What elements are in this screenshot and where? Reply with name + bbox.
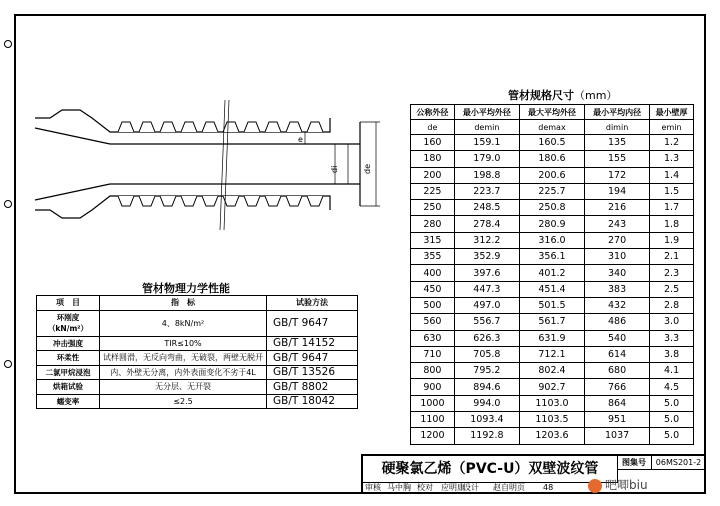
table-cell: 1192.8 (454, 428, 519, 444)
table-cell: 447.3 (454, 281, 519, 297)
table-cell: 800 (411, 363, 455, 379)
corrugation-bottom (265, 196, 281, 206)
table-cell: 2.1 (650, 249, 694, 265)
table-cell: 355 (411, 249, 455, 265)
table-cell: 486 (585, 314, 650, 330)
table-cell: 2.8 (650, 297, 694, 313)
table-cell: 540 (585, 330, 650, 346)
table-cell: 556.7 (454, 314, 519, 330)
table-cell: 4.1 (650, 363, 694, 379)
table-cell: 4.5 (650, 379, 694, 395)
corrugation-top (223, 122, 239, 132)
table-cell: 900 (411, 379, 455, 395)
table-cell: 315 (411, 232, 455, 248)
watermark-logo-icon (588, 479, 602, 493)
table-cell: 1.9 (650, 232, 694, 248)
corrugation-bottom (181, 196, 197, 206)
table-cell: 705.8 (454, 346, 519, 362)
table-row (411, 265, 694, 281)
signature-cell: 页 (517, 483, 525, 492)
table-cell: 614 (585, 346, 650, 362)
signature-cell: 马中胸 (387, 483, 411, 492)
table-row (37, 310, 358, 336)
table-cell: 710 (411, 346, 455, 362)
corrugation-top (118, 122, 134, 132)
table-cell: 766 (585, 379, 650, 395)
table-row (411, 167, 694, 183)
corrugation-bottom (202, 196, 218, 206)
table-cell: 864 (585, 395, 650, 411)
table-cell: 试样圆滑，无反向弯曲，无破裂，两壁无脱开 (100, 351, 267, 366)
table-row (37, 336, 358, 351)
table-cell: 250 (411, 200, 455, 216)
table-cell: 1.5 (650, 183, 694, 199)
table-cell: 160.5 (519, 135, 584, 151)
table-cell: 383 (585, 281, 650, 297)
table-cell: 180 (411, 151, 455, 167)
spec-symbol: dimin (585, 120, 650, 135)
table-cell: 1037 (585, 428, 650, 444)
table-cell: 712.1 (519, 346, 584, 362)
corrugation-bottom (244, 196, 260, 206)
signature-cell: 应明康 (441, 483, 465, 492)
table-cell: 356.1 (519, 249, 584, 265)
spec-header: 最小平均内径 (585, 105, 650, 120)
table-row (411, 395, 694, 411)
corrugation-top (202, 122, 218, 132)
label-di: di (330, 165, 339, 173)
table-cell: 432 (585, 297, 650, 313)
watermark: 吧唧biu (588, 476, 648, 493)
table-cell: 352.9 (454, 249, 519, 265)
table-cell: 902.7 (519, 379, 584, 395)
table-cell: 194 (585, 183, 650, 199)
table-cell: 310 (585, 249, 650, 265)
table-row (411, 151, 694, 167)
table-row (411, 314, 694, 330)
table-cell: 179.0 (454, 151, 519, 167)
table-cell: 802.4 (519, 363, 584, 379)
table-row (37, 394, 358, 409)
table-cell: 1.4 (650, 167, 694, 183)
table-cell: 280.9 (519, 216, 584, 232)
table-cell: 340 (585, 265, 650, 281)
corrugation-bottom (286, 196, 302, 206)
spec-table-title: 管材规格尺寸（mm） (508, 89, 618, 102)
table-cell: 312.2 (454, 232, 519, 248)
table-cell: 280 (411, 216, 455, 232)
table-cell: 1103.0 (519, 395, 584, 411)
table-cell: 2.3 (650, 265, 694, 281)
table-cell: 795.2 (454, 363, 519, 379)
table-cell: 626.3 (454, 330, 519, 346)
label-e: e (298, 135, 303, 144)
table-cell: 3.8 (650, 346, 694, 362)
spec-header: 最小平均外径 (454, 105, 519, 120)
title-block (361, 454, 706, 494)
table-cell: 1200 (411, 428, 455, 444)
table-cell: 1100 (411, 412, 455, 428)
table-cell: 894.6 (454, 379, 519, 395)
table-cell: 1093.4 (454, 412, 519, 428)
corrugation-bottom (139, 196, 155, 206)
table-cell: 200.6 (519, 167, 584, 183)
table-cell: 135 (585, 135, 650, 151)
table-row (411, 249, 694, 265)
table-cell: 172 (585, 167, 650, 183)
table-cell: 环柔性 (37, 351, 100, 366)
table-row (411, 135, 694, 151)
table-cell: 1000 (411, 395, 455, 411)
table-cell: TIR≤10% (100, 336, 267, 351)
table-cell: 二氯甲烷浸泡 (37, 365, 100, 380)
corrugation-bottom (160, 196, 176, 206)
table-row (411, 379, 694, 395)
table-cell: 5.0 (650, 428, 694, 444)
table-cell: 1.3 (650, 151, 694, 167)
atlas-label: 图集号 (617, 456, 652, 470)
table-cell: 278.4 (454, 216, 519, 232)
table-cell: 环刚度（kN/m²） (37, 310, 100, 336)
corrugation-bottom (307, 196, 323, 206)
table-cell: 200 (411, 167, 455, 183)
mech-table (36, 295, 358, 409)
table-row (411, 363, 694, 379)
table-cell: 630 (411, 330, 455, 346)
table-cell: 248.5 (454, 200, 519, 216)
corrugation-top (139, 122, 155, 132)
drawing-title: 硬聚氯乙烯（PVC-U）双壁波纹管 (363, 456, 618, 483)
table-cell: 198.8 (454, 167, 519, 183)
signature-cell: 设计 (463, 483, 479, 492)
table-cell: 316.0 (519, 232, 584, 248)
table-cell: 250.8 (519, 200, 584, 216)
table-row (411, 216, 694, 232)
table-cell: GB/T 18042 (267, 394, 358, 409)
table-row (411, 281, 694, 297)
table-cell: 225 (411, 183, 455, 199)
table-cell: 451.4 (519, 281, 584, 297)
table-cell: 500 (411, 297, 455, 313)
table-cell: GB/T 13526 (267, 365, 358, 380)
table-cell: 243 (585, 216, 650, 232)
table-cell: GB/T 8802 (267, 380, 358, 395)
table-cell: 1.8 (650, 216, 694, 232)
table-cell: GB/T 9647 (267, 351, 358, 366)
table-cell: 180.6 (519, 151, 584, 167)
table-cell: 5.0 (650, 412, 694, 428)
table-cell: 497.0 (454, 297, 519, 313)
table-row (411, 200, 694, 216)
table-cell: 1103.5 (519, 412, 584, 428)
table-cell: 397.6 (454, 265, 519, 281)
table-cell: 1203.6 (519, 428, 584, 444)
spec-symbol: demax (519, 120, 584, 135)
corrugation-bottom (118, 196, 134, 206)
table-cell: 216 (585, 200, 650, 216)
mech-header: 指 标 (100, 296, 267, 311)
table-cell: 冲击强度 (37, 336, 100, 351)
spec-table (410, 104, 694, 445)
table-row (37, 351, 358, 366)
table-cell: 994.0 (454, 395, 519, 411)
table-row (37, 365, 358, 380)
table-cell: 烘箱试验 (37, 380, 100, 395)
table-cell: 223.7 (454, 183, 519, 199)
corrugation-top (286, 122, 302, 132)
corrugation-top (265, 122, 281, 132)
table-cell: 680 (585, 363, 650, 379)
signature-cell: 48 (543, 483, 554, 492)
signature-row (363, 482, 706, 494)
table-cell: GB/T 14152 (267, 336, 358, 351)
table-cell: 401.2 (519, 265, 584, 281)
table-cell: 1.2 (650, 135, 694, 151)
table-cell: GB/T 9647 (267, 310, 358, 336)
table-cell: 400 (411, 265, 455, 281)
table-cell: 160 (411, 135, 455, 151)
spec-header: 最小壁厚 (650, 105, 694, 120)
signature-cell: 审核 (365, 483, 381, 492)
table-row (411, 346, 694, 362)
table-cell: 3.0 (650, 314, 694, 330)
table-row (411, 412, 694, 428)
table-cell: 450 (411, 281, 455, 297)
table-cell: 270 (585, 232, 650, 248)
pipe-section-drawing (30, 100, 390, 230)
table-cell: 5.0 (650, 395, 694, 411)
table-cell: 159.1 (454, 135, 519, 151)
table-cell: 蠕变率 (37, 394, 100, 409)
signature-cell: 赵自明 (493, 483, 517, 492)
table-cell: 1.7 (650, 200, 694, 216)
atlas-number: 06MS201-2 (651, 456, 706, 470)
table-cell: 155 (585, 151, 650, 167)
table-cell: 3.3 (650, 330, 694, 346)
spec-symbol: demin (454, 120, 519, 135)
table-cell: 2.5 (650, 281, 694, 297)
mech-header: 项 目 (37, 296, 100, 311)
table-row (411, 297, 694, 313)
corrugation-top (307, 122, 323, 132)
label-de: de (363, 164, 372, 174)
table-cell: 631.9 (519, 330, 584, 346)
mech-table-title: 管材物理力学性能 (142, 282, 230, 295)
corrugation-top (160, 122, 176, 132)
table-row (411, 232, 694, 248)
table-cell: 无分层、无开裂 (100, 380, 267, 395)
table-cell: 4、8kN/m² (100, 310, 267, 336)
table-cell: ≤2.5 (100, 394, 267, 409)
mech-header: 试验方法 (267, 296, 358, 311)
table-cell: 225.7 (519, 183, 584, 199)
signature-cell: 校对 (417, 483, 433, 492)
spec-header: 公称外径 (411, 105, 455, 120)
corrugation-top (244, 122, 260, 132)
spec-symbol: emin (650, 120, 694, 135)
table-row (37, 380, 358, 395)
table-cell: 560 (411, 314, 455, 330)
table-cell: 内、外壁无分离，内外表面变化不劣于4L (100, 365, 267, 380)
table-row (411, 330, 694, 346)
table-row (411, 428, 694, 444)
table-row (411, 183, 694, 199)
table-cell: 951 (585, 412, 650, 428)
table-cell: 501.5 (519, 297, 584, 313)
spec-symbol: de (411, 120, 455, 135)
spec-header: 最大平均外径 (519, 105, 584, 120)
corrugation-top (181, 122, 197, 132)
table-cell: 561.7 (519, 314, 584, 330)
